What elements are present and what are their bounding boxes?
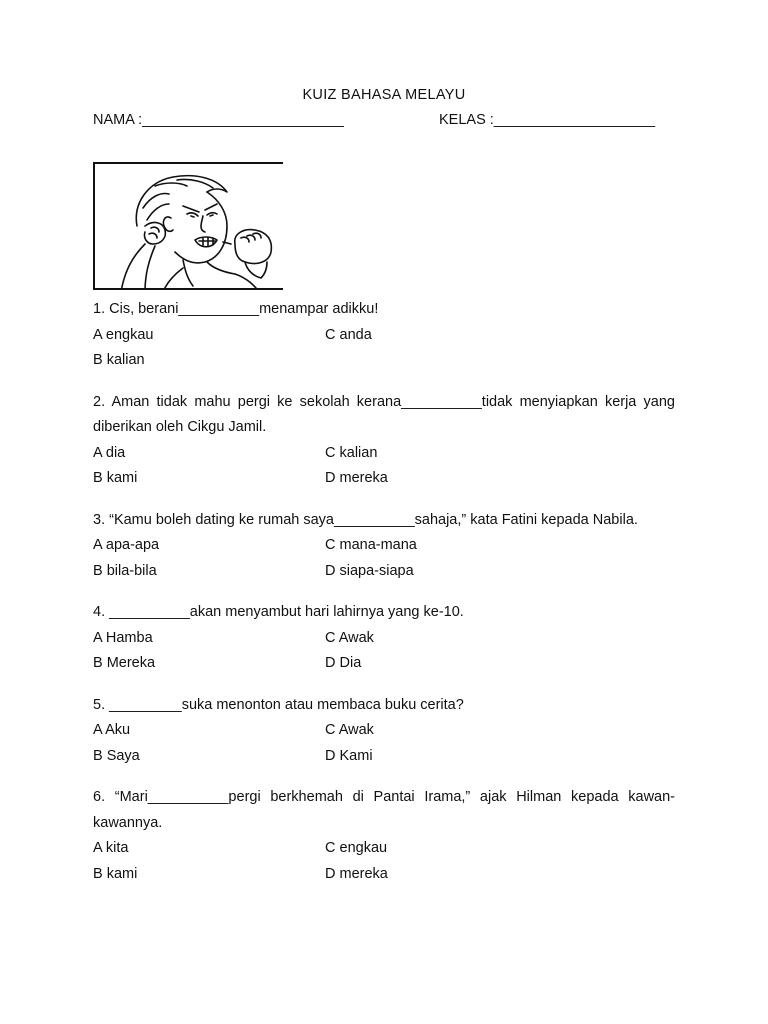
question-3	[93, 508, 675, 585]
option-a[interactable]: A engkau	[93, 326, 154, 343]
option-c[interactable]: C anda	[325, 326, 372, 343]
question-list	[93, 297, 675, 903]
option-a[interactable]: A dia	[93, 444, 126, 461]
option-b[interactable]: B bila-bila	[93, 562, 157, 579]
option-b[interactable]: B kami	[93, 470, 138, 486]
option-row	[93, 348, 675, 374]
option-b[interactable]: B kami	[93, 865, 138, 882]
option-row	[93, 836, 675, 862]
question-5	[93, 693, 675, 770]
question-2	[93, 390, 675, 492]
option-row	[93, 744, 675, 770]
name-field[interactable]: NAMA :_________________________	[93, 112, 344, 128]
question-4	[93, 600, 675, 677]
option-row	[93, 559, 675, 585]
option-c[interactable]: C engkau	[325, 840, 388, 856]
option-b[interactable]: B Mereka	[93, 655, 156, 671]
question-stem: 4. __________akan menyambut hari lahirnya yang ke-10.	[93, 604, 464, 620]
question-stem: 3. “Kamu boleh dating ke rumah saya__________sahaja,” kata Fatini kepada Nabila.	[93, 511, 638, 528]
option-c[interactable]: C kalian	[325, 444, 378, 461]
option-row	[93, 651, 675, 677]
option-d[interactable]: D siapa-siapa	[325, 562, 414, 579]
option-b[interactable]: B kalian	[93, 352, 145, 368]
option-d[interactable]: D Kami	[325, 747, 373, 764]
option-d[interactable]: D mereka	[325, 470, 388, 486]
option-c[interactable]: C mana-mana	[325, 537, 417, 553]
question-stem: 2. Aman tidak mahu pergi ke sekolah kerana__________tidak menyiapkan kerja yang diberikan oleh Cikgu Jamil.	[93, 393, 675, 435]
angry-boy-fist-icon	[93, 162, 283, 290]
question-stem: 6. “Mari__________pergi berkhemah di Pantai Irama,” ajak Hilman kepada kawan-kawannya.	[93, 789, 675, 831]
option-row	[93, 441, 675, 467]
option-b[interactable]: B Saya	[93, 747, 140, 764]
option-row	[93, 718, 675, 744]
option-row	[93, 533, 675, 559]
option-row	[93, 323, 675, 349]
option-c[interactable]: C Awak	[325, 629, 374, 646]
option-a[interactable]: A Hamba	[93, 629, 153, 646]
option-row	[93, 466, 675, 492]
question-1	[93, 297, 675, 374]
option-d[interactable]: D Dia	[325, 655, 362, 671]
option-row	[93, 862, 675, 888]
page-title: KUIZ BAHASA MELAYU	[302, 87, 466, 103]
option-a[interactable]: A Aku	[93, 722, 131, 738]
option-a[interactable]: A kita	[93, 840, 129, 856]
question-stem: 5. _________suka menonton atau membaca buku cerita?	[93, 696, 464, 713]
option-a[interactable]: A apa-apa	[93, 537, 160, 553]
option-d[interactable]: D mereka	[325, 865, 388, 882]
question-stem: 1. Cis, berani__________menampar adikku!	[93, 301, 379, 317]
question-6	[93, 785, 675, 887]
option-c[interactable]: C Awak	[325, 722, 374, 738]
class-field[interactable]: KELAS :____________________	[439, 112, 656, 128]
option-row	[93, 626, 675, 652]
